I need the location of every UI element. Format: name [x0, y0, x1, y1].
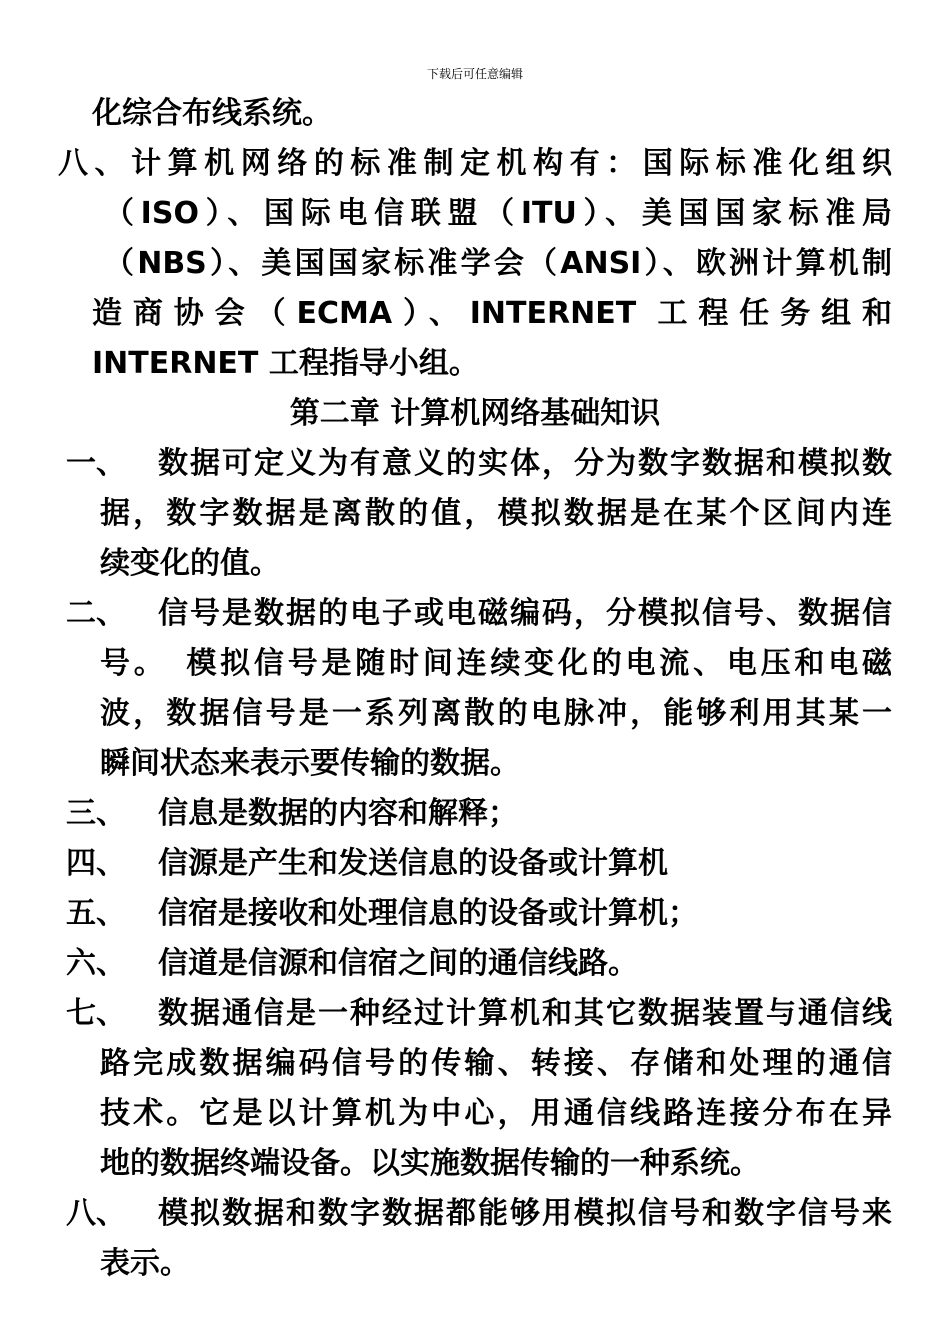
- item-2-line-3: 波，数据信号是一系列离散的电脉冲，能够利用其某一: [100, 696, 892, 731]
- header-note: 下载后可任意编辑: [426, 67, 523, 81]
- item-number: 三、: [66, 796, 126, 831]
- item-number: 四、: [66, 846, 126, 881]
- standards-line-5: INTERNET 工程指导小组。: [92, 346, 479, 381]
- item-1-line-1: 数据可定义为有意义的实体，分为数字数据和模拟数: [158, 446, 892, 481]
- item-2-line-1: 信号是数据的电子或电磁编码，分模拟信号、数据信: [158, 596, 892, 631]
- standards-line-2: （ISO）、国际电信联盟（ITU）、美国国家标准局: [104, 196, 892, 231]
- continuation-line: 化综合布线系统。: [92, 96, 332, 131]
- item-1-line-2: 据，数字数据是离散的值，模拟数据是在某个区间内连: [100, 496, 892, 531]
- item-1-line-3: 续变化的值。: [100, 546, 280, 581]
- standards-line-3: （NBS）、美国国家标准学会（ANSI）、欧洲计算机制: [104, 246, 892, 281]
- item-2-line-2: 号。 模拟信号是随时间连续变化的电流、电压和电磁: [100, 646, 892, 681]
- item-5-line-1: 信宿是接收和处理信息的设备或计算机；: [158, 896, 698, 931]
- item-2-line-4: 瞬间状态来表示要传输的数据。: [100, 746, 520, 781]
- item-7-line-2: 路完成数据编码信号的传输、转接、存储和处理的通信: [100, 1046, 892, 1081]
- standards-line-1: 八、计算机网络的标准制定机构有：国际标准化组织: [58, 146, 892, 181]
- item-7-line-1: 数据通信是一种经过计算机和其它数据装置与通信线: [158, 996, 892, 1031]
- standards-line-4: 造商协会（ECMA）、INTERNET 工程任务组和: [92, 296, 892, 331]
- item-4-line-1: 信源是产生和发送信息的设备或计算机: [158, 846, 668, 881]
- item-8-line-1: 模拟数据和数字数据都能够用模拟信号和数字信号来: [158, 1196, 892, 1231]
- item-6-line-1: 信道是信源和信宿之间的通信线路。: [158, 946, 638, 981]
- chapter-title: 第二章 计算机网络基础知识: [289, 396, 661, 431]
- item-3-line-1: 信息是数据的内容和解释；: [158, 796, 518, 831]
- item-number: 二、: [66, 596, 126, 631]
- item-number: 五、: [66, 896, 126, 931]
- item-number: 八、: [66, 1196, 126, 1231]
- item-number: 一、: [66, 446, 126, 481]
- item-7-line-4: 地的数据终端设备。以实施数据传输的一种系统。: [100, 1146, 760, 1181]
- item-number: 七、: [66, 996, 126, 1031]
- item-7-line-3: 技术。它是以计算机为中心，用通信线路连接分布在异: [100, 1096, 892, 1131]
- item-number: 六、: [66, 946, 126, 981]
- item-8-line-2: 表示。: [100, 1246, 190, 1281]
